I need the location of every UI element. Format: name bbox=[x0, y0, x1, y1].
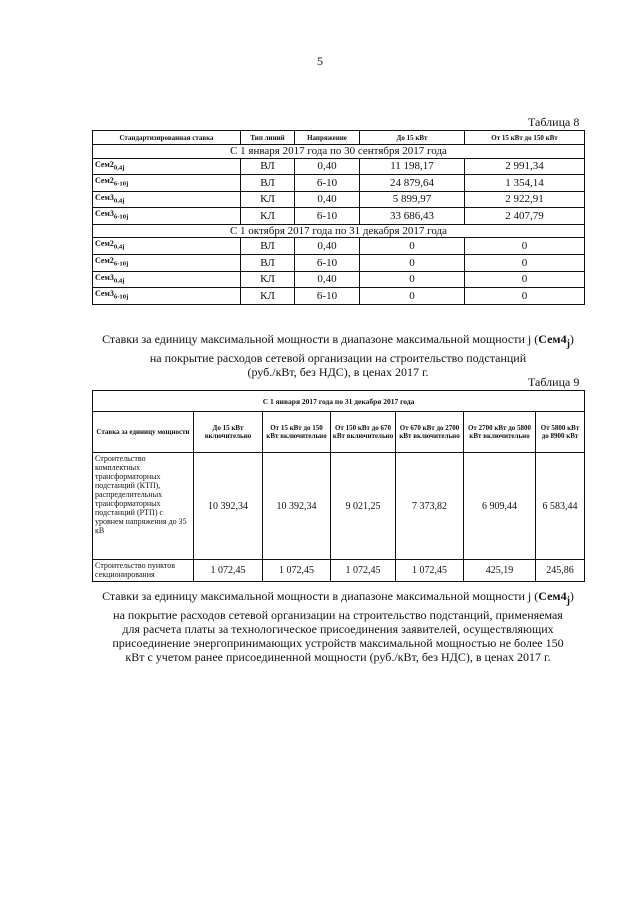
table8-header-cell: Напряжение bbox=[295, 131, 360, 145]
value-to15: 33 686,43 bbox=[360, 208, 465, 225]
rate-name: Строительство пунктов секционирования bbox=[93, 560, 194, 582]
table-row bbox=[93, 254, 585, 271]
value-to150: 0 bbox=[465, 254, 585, 271]
table-row bbox=[93, 288, 585, 305]
table9-caption: Таблица 9 bbox=[528, 375, 580, 389]
rate-name: $Сем3_{6-10j}$ bbox=[93, 288, 241, 305]
table9-header-row bbox=[93, 412, 585, 453]
value-cell: 6 909,44 bbox=[464, 453, 536, 560]
value-to150: 2 922,91 bbox=[465, 191, 585, 208]
table9-header-cell: До 15 кВт включительно bbox=[194, 412, 263, 453]
voltage: 0,40 bbox=[295, 158, 360, 175]
rate-name: $Сем2_{0,4j}$ bbox=[93, 158, 241, 175]
voltage: 0,40 bbox=[295, 238, 360, 255]
paragraph-1: Ставки за единицу максимальной мощности в диапазоне максимальной мощности j $(Сем4_j)$ на покрытие расходов сетевой организации на строительство подстанций (руб./кВт, без НДС), в ценах 2017 г. bbox=[102, 332, 574, 380]
table8-period-row bbox=[93, 145, 585, 159]
page-number: 5 bbox=[317, 54, 323, 68]
value-to15: 24 879,64 bbox=[360, 175, 465, 192]
rate-name: $Сем2_{6-10j}$ bbox=[93, 254, 241, 271]
table8-caption: Таблица 8 bbox=[528, 115, 580, 129]
value-cell: 245,86 bbox=[536, 560, 585, 582]
value-cell: 7 373,82 bbox=[396, 453, 464, 560]
table-row bbox=[93, 175, 585, 192]
table-row bbox=[93, 560, 585, 582]
table8-period2: С 1 октября 2017 года по 31 декабря 2017 года bbox=[93, 224, 585, 238]
line-type: ВЛ bbox=[241, 238, 295, 255]
value-cell: 1 072,45 bbox=[263, 560, 331, 582]
voltage: 6-10 bbox=[295, 288, 360, 305]
table8-header-row bbox=[93, 131, 585, 145]
rate-name: $Сем2_{0,4j}$ bbox=[93, 238, 241, 255]
value-to150: 0 bbox=[465, 271, 585, 288]
rate-name: $Сем3_{0,4j}$ bbox=[93, 191, 241, 208]
table-row bbox=[93, 271, 585, 288]
value-to15: 0 bbox=[360, 254, 465, 271]
value-cell: 10 392,34 bbox=[263, 453, 331, 560]
value-cell: 1 072,45 bbox=[331, 560, 396, 582]
value-to15: 0 bbox=[360, 288, 465, 305]
table-row bbox=[93, 191, 585, 208]
value-to15: 0 bbox=[360, 238, 465, 255]
line-type: ВЛ bbox=[241, 175, 295, 192]
table8-header-cell: Стандартизированная ставка bbox=[93, 131, 241, 145]
rate-name: Строительство комплектных трансформаторных подстанций (КТП), распределительных трансформаторных подстанций (РТП) с уровнем напряжения до 35 кВ bbox=[93, 453, 194, 560]
table9-header-cell: От 670 кВт до 2700 кВт включительно bbox=[396, 412, 464, 453]
value-cell: 10 392,34 bbox=[194, 453, 263, 560]
table9-period: С 1 января 2017 года по 31 декабря 2017 года bbox=[93, 391, 585, 412]
rate-name: $Сем3_{6-10j}$ bbox=[93, 208, 241, 225]
voltage: 6-10 bbox=[295, 208, 360, 225]
table8-period-row bbox=[93, 224, 585, 238]
table9-header-cell: От 2700 кВт до 5800 кВт включительно bbox=[464, 412, 536, 453]
value-to150: 1 354,14 bbox=[465, 175, 585, 192]
value-to150: 0 bbox=[465, 288, 585, 305]
value-to150: 2 407,79 bbox=[465, 208, 585, 225]
table-row bbox=[93, 453, 585, 560]
line-type: КЛ bbox=[241, 191, 295, 208]
table9-period-row bbox=[93, 391, 585, 412]
value-cell: 1 072,45 bbox=[194, 560, 263, 582]
line-type: КЛ bbox=[241, 208, 295, 225]
table8-header-cell: До 15 кВт bbox=[360, 131, 465, 145]
value-to15: 11 198,17 bbox=[360, 158, 465, 175]
table9-header-cell: От 150 кВт до 670 кВт включительно bbox=[331, 412, 396, 453]
line-type: ВЛ bbox=[241, 254, 295, 271]
value-cell: 9 021,25 bbox=[331, 453, 396, 560]
voltage: 0,40 bbox=[295, 191, 360, 208]
table9-header-cell: От 5800 кВт до 8900 кВт bbox=[536, 412, 585, 453]
line-type: КЛ bbox=[241, 288, 295, 305]
value-to15: 0 bbox=[360, 271, 465, 288]
table9-header-cell: От 15 кВт до 150 кВт включительно bbox=[263, 412, 331, 453]
rate-name: $Сем3_{0,4j}$ bbox=[93, 271, 241, 288]
table-row bbox=[93, 238, 585, 255]
table8-period1: С 1 января 2017 года по 30 сентября 2017 года bbox=[93, 145, 585, 159]
table9-header-cell: Ставка за единицу мощности bbox=[93, 412, 194, 453]
rate-name: $Сем2_{6-10j}$ bbox=[93, 175, 241, 192]
value-cell: 1 072,45 bbox=[396, 560, 464, 582]
value-to150: 0 bbox=[465, 238, 585, 255]
line-type: ВЛ bbox=[241, 158, 295, 175]
table8 bbox=[92, 130, 585, 305]
table-row bbox=[93, 208, 585, 225]
voltage: 6-10 bbox=[295, 175, 360, 192]
table-row bbox=[93, 158, 585, 175]
table8-header-cell: Тип линий bbox=[241, 131, 295, 145]
table9 bbox=[92, 390, 585, 582]
table8-header-cell: От 15 кВт до 150 кВт bbox=[465, 131, 585, 145]
value-to15: 5 899,97 bbox=[360, 191, 465, 208]
voltage: 0,40 bbox=[295, 271, 360, 288]
value-cell: 6 583,44 bbox=[536, 453, 585, 560]
voltage: 6-10 bbox=[295, 254, 360, 271]
line-type: КЛ bbox=[241, 271, 295, 288]
value-cell: 425,19 bbox=[464, 560, 536, 582]
value-to150: 2 991,34 bbox=[465, 158, 585, 175]
paragraph-2: Ставки за единицу максимальной мощности в диапазоне максимальной мощности j $(Сем4_j)$ на покрытие расходов сетевой организации на строительство подстанций, применяемая для расчета платы за технологическое присоединения заявителей, осуществляющих присоединение энергопринимающих устройств максимальной мощностью не более 150 кВт с учетом ранее присоединенной мощности (руб./кВт, без НДС), в ценах 2017 г. bbox=[102, 589, 574, 665]
